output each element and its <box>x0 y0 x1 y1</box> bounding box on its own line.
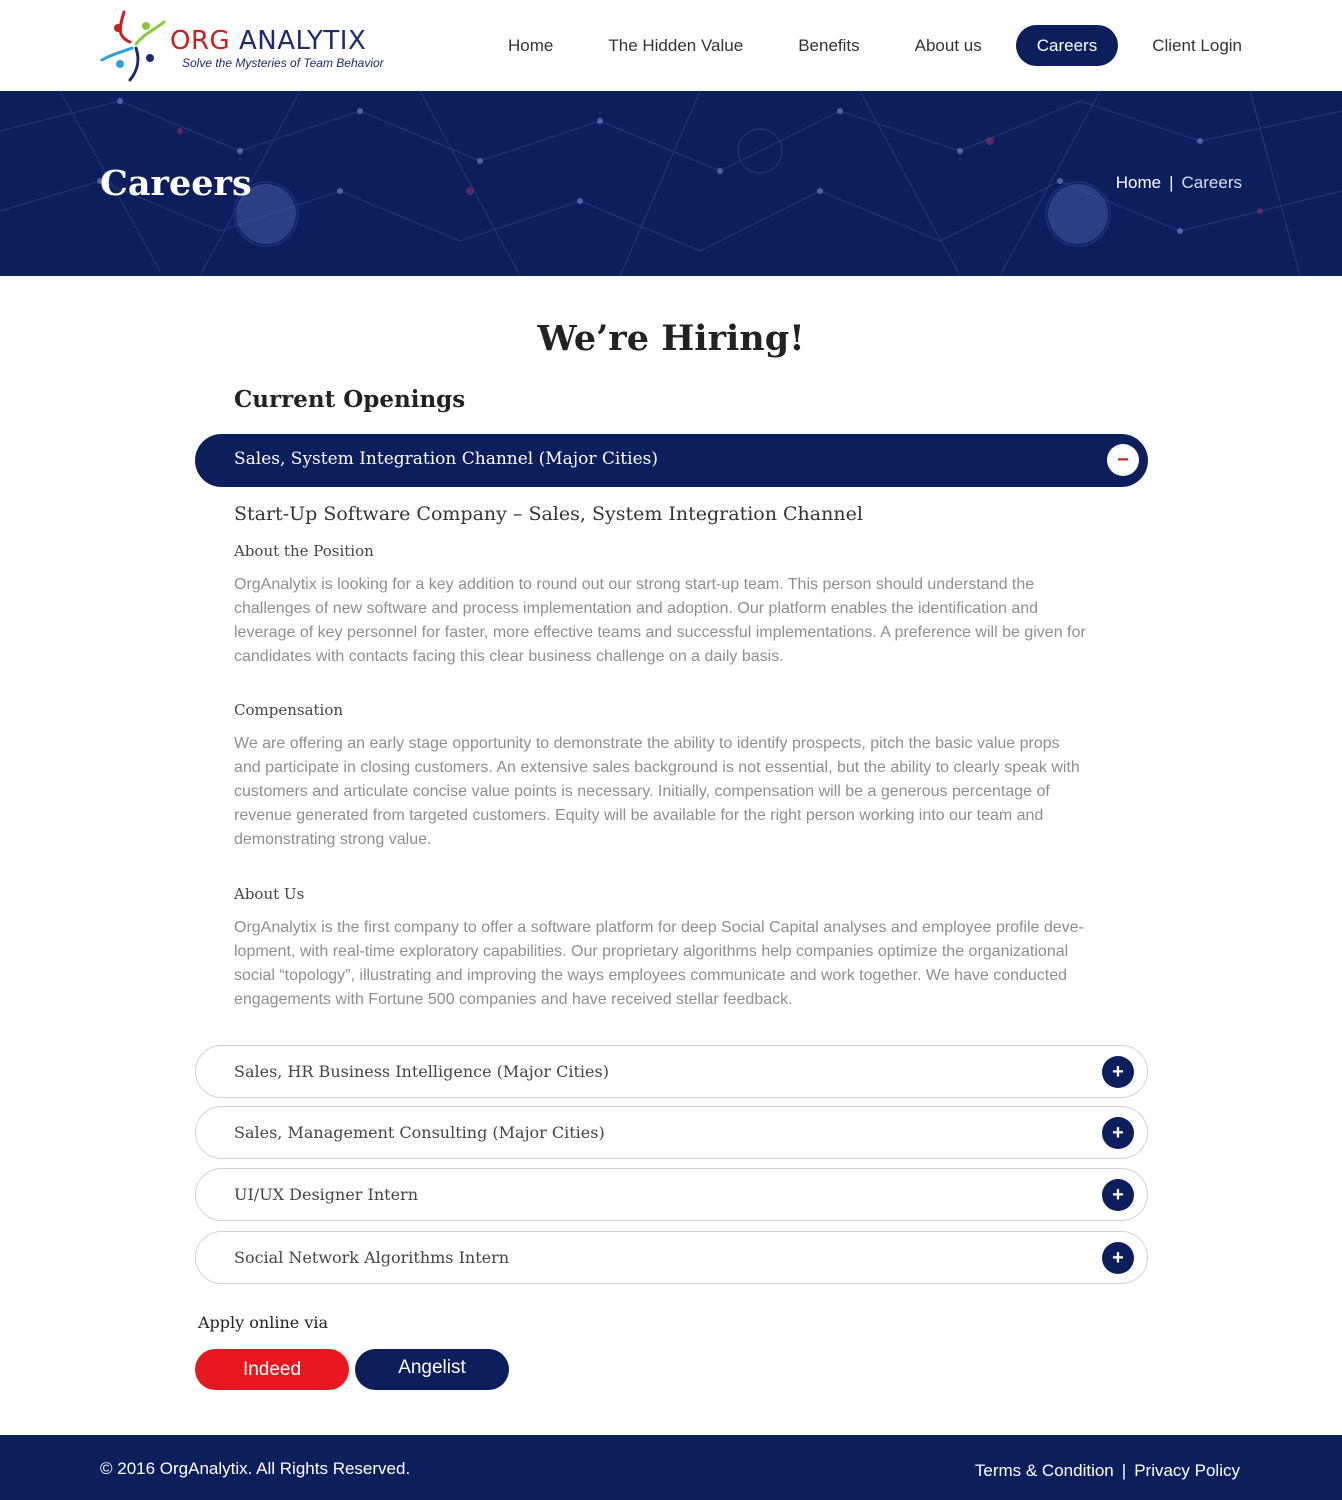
copyright-text: © 2016 OrgAnalytix. All Rights Reserved. <box>100 1459 411 1478</box>
brand-tagline: Solve the Mysteries of Team Behavior <box>182 56 384 70</box>
accordion-label: UI/UX Designer Intern <box>234 1185 419 1204</box>
text-line: OrgAnalytix is looking for a key addition to round out our strong start-up team. This person should understand the <box>234 576 1035 593</box>
text-line: demonstrating strong value. <box>234 831 432 848</box>
accordion-label: Sales, System Integration Channel (Major Cities) <box>234 449 658 469</box>
text-line: revenue generated from targeted customers. Equity will be available for the right person working into our team and <box>234 807 1044 824</box>
text-line: customers and articulate concise value points is necessary. Initially, compensation will be a generous percentage of <box>234 783 1050 800</box>
expand-plus-icon[interactable]: + <box>1102 1179 1134 1211</box>
text-line: We are offering an early stage opportunity to demonstrate the ability to identify prospects, pitch the basic value props <box>234 735 1060 752</box>
nav-client-login[interactable]: Client Login <box>1152 36 1242 55</box>
text-line: OrgAnalytix is the first company to offer a software platform for deep Social Capital analyses and employee profile deve- <box>234 919 1084 936</box>
breadcrumb-home-link[interactable]: Home <box>1115 173 1162 192</box>
hiring-heading: We’re Hiring! <box>537 318 805 359</box>
page-title: Careers <box>100 163 252 204</box>
expand-plus-icon[interactable]: + <box>1102 1242 1134 1274</box>
accordion-header-closed[interactable] <box>195 1045 1148 1098</box>
text-line: engagements with Fortune 500 companies and have received stellar feedback. <box>234 991 793 1008</box>
breadcrumb-separator: | <box>1169 173 1174 192</box>
text-line: challenges of new software and process implementation and adoption. Our platform enables the identification and <box>234 600 1039 617</box>
main-nav <box>474 25 1242 66</box>
page-banner <box>0 91 1342 276</box>
accordion-header-closed[interactable] <box>195 1168 1148 1221</box>
brand-logo[interactable] <box>100 8 384 84</box>
accordion-header-closed[interactable] <box>195 1106 1148 1159</box>
privacy-link[interactable]: Privacy Policy <box>1134 1461 1240 1480</box>
accordion-header-open[interactable] <box>195 434 1148 487</box>
job-title: Start-Up Software Company – Sales, System Integration Channel <box>234 503 863 525</box>
job-description <box>234 503 1124 1012</box>
section-text-compensation <box>234 732 1124 852</box>
footer-separator: | <box>1121 1461 1127 1480</box>
text-line: candidates with contacts facing this clear business challenge on a daily basis. <box>234 648 784 665</box>
text-line: lopment, with real-time exploratory capabilities. Our proprietary algorithms help companies optimize the organizational <box>234 943 1069 960</box>
logo-mark-icon <box>100 8 168 84</box>
site-header <box>0 0 1342 91</box>
nav-home[interactable]: Home <box>508 36 554 55</box>
expand-plus-icon[interactable]: + <box>1102 1117 1134 1149</box>
accordion-label: Sales, HR Business Intelligence (Major Cities) <box>234 1062 609 1081</box>
collapse-minus-icon[interactable]: − <box>1107 444 1139 476</box>
section-heading-about-us: About Us <box>234 885 305 903</box>
footer-links <box>975 1461 1240 1481</box>
nav-about-us[interactable]: About us <box>914 36 982 55</box>
section-heading-position: About the Position <box>234 542 374 560</box>
expand-plus-icon[interactable]: + <box>1102 1056 1134 1088</box>
current-openings-title: Current Openings <box>234 386 466 413</box>
apply-label: Apply online via <box>198 1313 329 1332</box>
brand-name: ORG ANALYTIX <box>170 26 367 56</box>
accordion-header-closed[interactable] <box>195 1231 1148 1284</box>
text-line: and participate in closing customers. An extensive sales background is not essential, but the ability to clearly speak with <box>234 759 1080 776</box>
breadcrumb-current: Careers <box>1181 173 1242 192</box>
terms-link[interactable]: Terms & Condition <box>974 1461 1114 1480</box>
text-line: social “topology”, illustrating and improving the ways employees communicate and work together. We have conducted <box>234 967 1068 984</box>
site-footer <box>0 1435 1342 1500</box>
section-text-position <box>234 573 1124 669</box>
nav-benefits[interactable]: Benefits <box>798 36 860 55</box>
indeed-button[interactable]: Indeed <box>195 1349 349 1390</box>
accordion-label: Sales, Management Consulting (Major Cities) <box>234 1123 605 1142</box>
breadcrumb <box>1116 173 1242 193</box>
text-line: leverage of key personnel for faster, more effective teams and successful implementations. A preference will be given for <box>234 624 1086 641</box>
accordion-label: Social Network Algorithms Intern <box>234 1248 510 1267</box>
angelist-button[interactable]: Angelist <box>355 1349 509 1390</box>
nav-careers[interactable]: Careers <box>1016 25 1118 66</box>
nav-hidden-value[interactable]: The Hidden Value <box>608 36 744 55</box>
section-heading-compensation: Compensation <box>234 701 344 719</box>
section-text-about-us <box>234 916 1124 1012</box>
